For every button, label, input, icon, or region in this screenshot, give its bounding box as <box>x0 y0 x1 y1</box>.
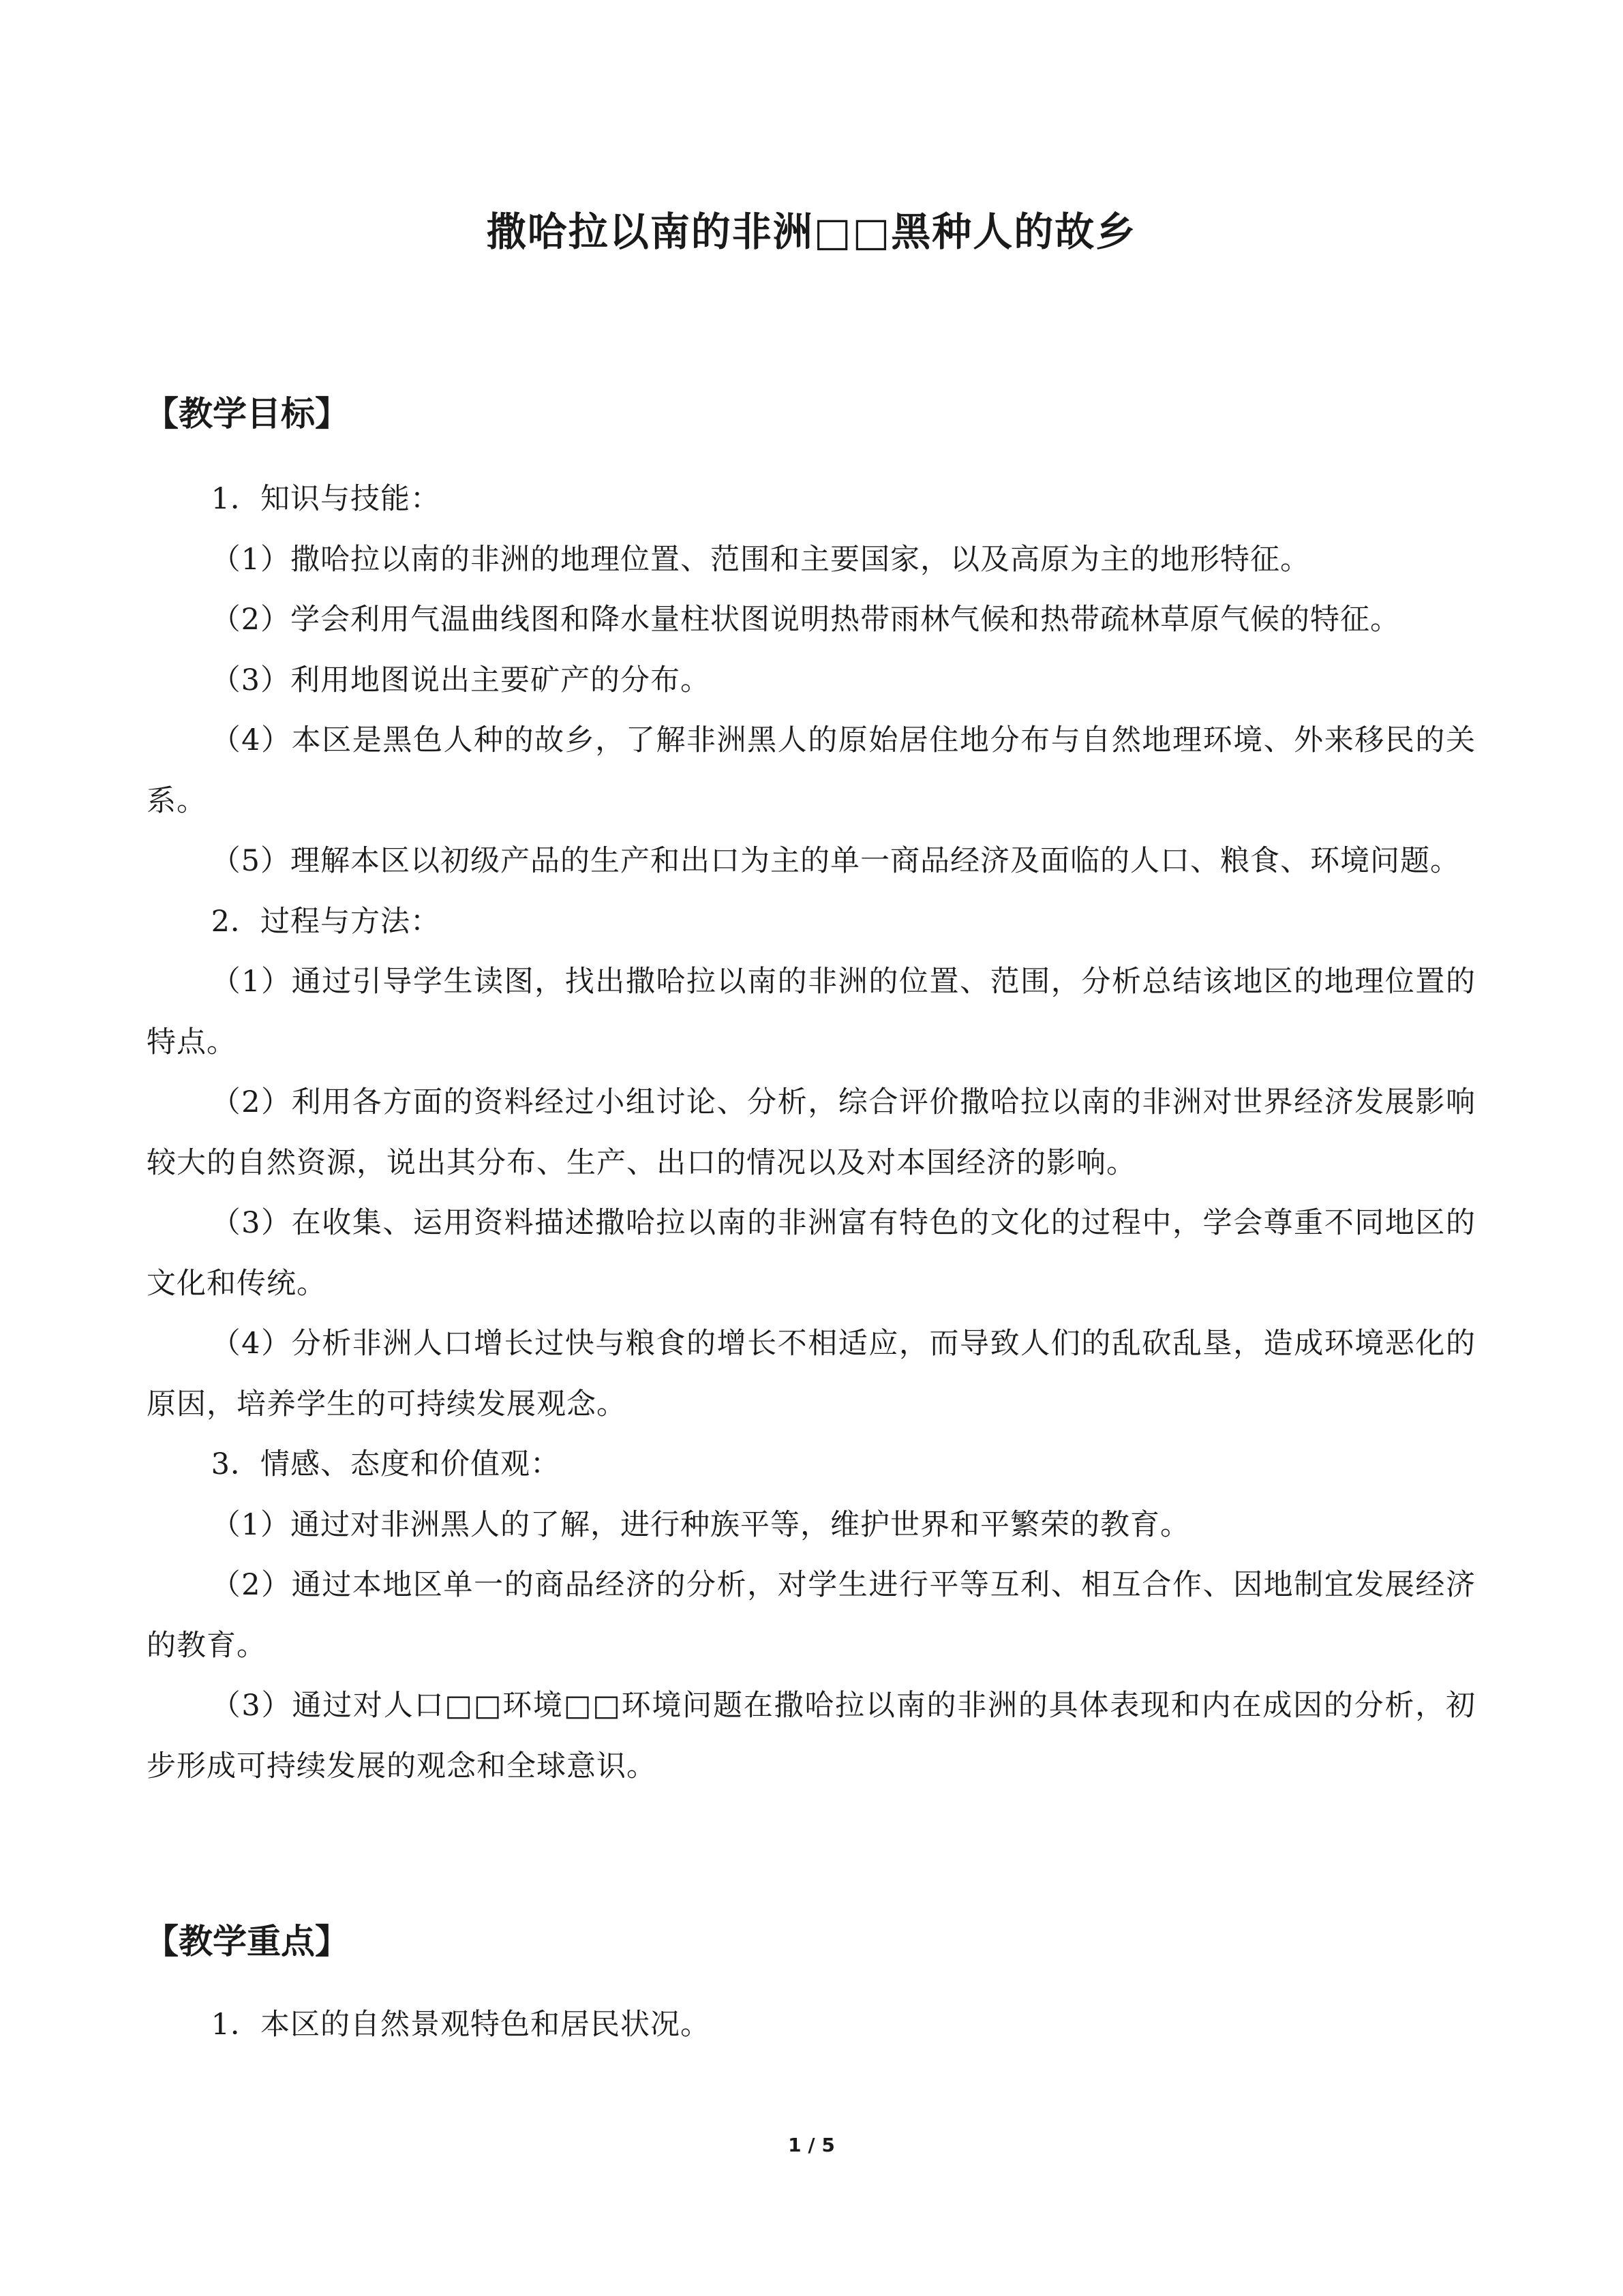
paragraph: （3）通过对人口□□环境□□环境问题在撒哈拉以南的非洲的具体表现和内在成因的分析，初步形成可持续发展的观念和全球意识。 <box>147 1689 1476 1783</box>
section-heading-teaching-goals: 【教学目标】 <box>145 394 349 434</box>
teaching-key-points-body <box>147 1995 1476 2055</box>
page-indicator: 1 / 5 <box>788 2134 835 2156</box>
paragraph: （2）利用各方面的资料经过小组讨论、分析，综合评价撒哈拉以南的非洲对世界经济发展影响较大的自然资源，说出其分布、生产、出口的情况以及对本国经济的影响。 <box>147 1085 1476 1180</box>
paragraph: （2）学会利用气温曲线图和降水量柱状图说明热带雨林气候和热带疏林草原气候的特征。 <box>211 603 1400 637</box>
paragraph: （4）本区是黑色人种的故乡，了解非洲黑人的原始居住地分布与自然地理环境、外来移民的关系。 <box>147 723 1476 818</box>
paragraph: 3．情感、态度和价值观： <box>211 1447 560 1481</box>
paragraph: （4）分析非洲人口增长过快与粮食的增长不相适应，而导致人们的乱砍乱垦，造成环境恶化的原因，培养学生的可持续发展观念。 <box>147 1327 1476 1421</box>
paragraph: （2）通过本地区单一的商品经济的分析，对学生进行平等互利、相互合作、因地制宜发展经济的教育。 <box>147 1568 1476 1663</box>
paragraph: 1．知识与技能： <box>211 482 440 516</box>
paragraph: 2．过程与方法： <box>211 904 440 939</box>
teaching-goals-body <box>147 469 1476 1796</box>
paragraph: （1）通过对非洲黑人的了解，进行种族平等，维护世界和平繁荣的教育。 <box>211 1507 1190 1542</box>
paragraph: （1）撒哈拉以南的非洲的地理位置、范围和主要国家，以及高原为主的地形特征。 <box>211 542 1310 577</box>
paragraph: （3）利用地图说出主要矿产的分布。 <box>211 663 710 697</box>
page-title: 撒哈拉以南的非洲□□黑种人的故乡 <box>486 209 1137 255</box>
section-heading-teaching-key-points: 【教学重点】 <box>145 1922 349 1961</box>
paragraph: 1．本区的自然景观特色和居民状况。 <box>211 2008 710 2042</box>
paragraph: （1）通过引导学生读图，找出撒哈拉以南的非洲的位置、范围，分析总结该地区的地理位置的特点。 <box>147 965 1476 1059</box>
paragraph: （5）理解本区以初级产品的生产和出口为主的单一商品经济及面临的人口、粮食、环境问题。 <box>211 844 1460 878</box>
paragraph: （3）在收集、运用资料描述撒哈拉以南的非洲富有特色的文化的过程中，学会尊重不同地区的文化和传统。 <box>147 1206 1476 1301</box>
